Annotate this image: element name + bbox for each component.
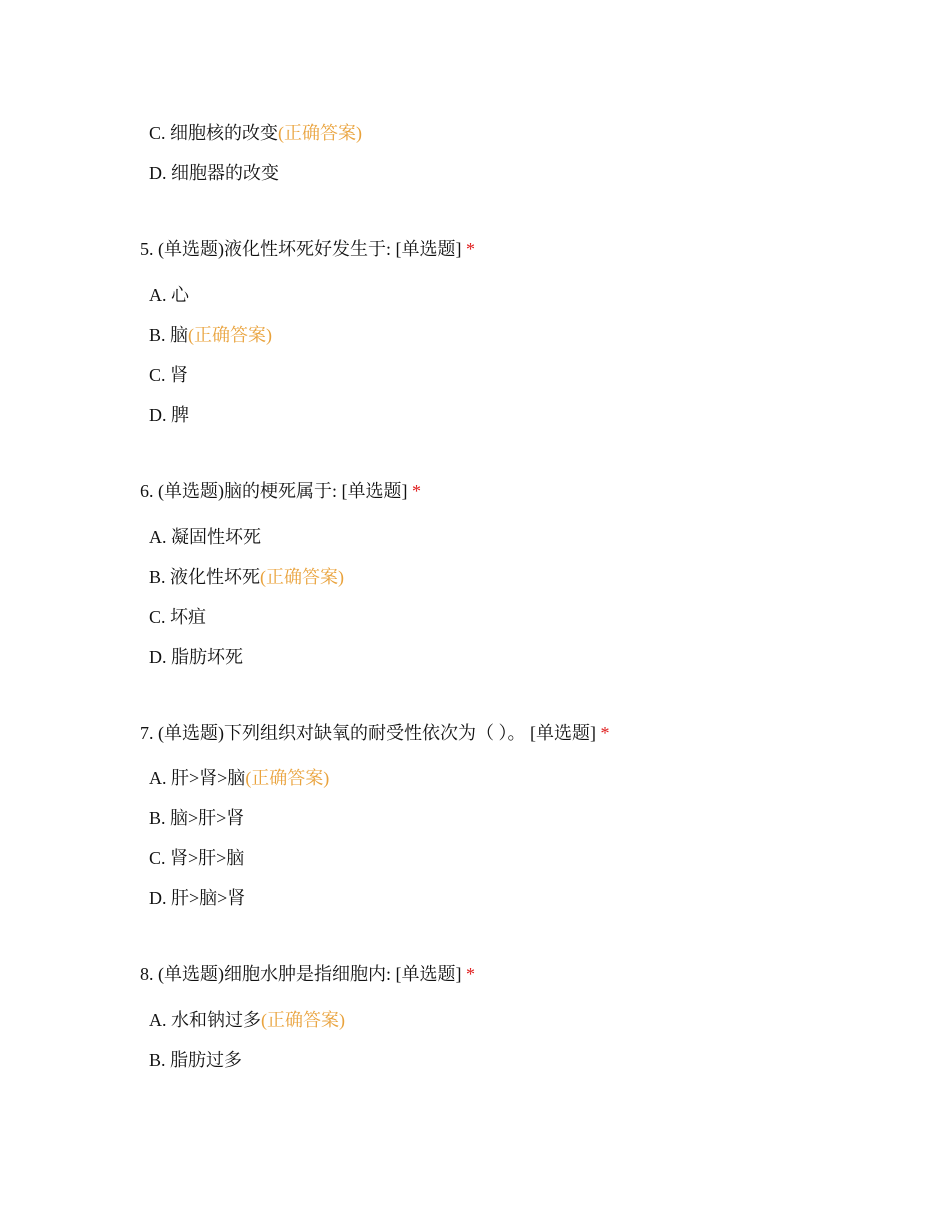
option-q7-d bbox=[149, 886, 245, 910]
correct-answer-tag: (正确答案) bbox=[188, 325, 273, 345]
option-text: B. 脑 bbox=[149, 325, 189, 345]
question-8-title bbox=[140, 962, 475, 986]
option-text: C. 肾 bbox=[149, 365, 189, 385]
option-q5-c bbox=[149, 363, 188, 387]
option-text: D. 肝>脑>肾 bbox=[149, 888, 246, 908]
option-text: D. 脂肪坏死 bbox=[149, 647, 243, 667]
option-q4-c bbox=[149, 121, 362, 145]
question-6-title bbox=[140, 479, 421, 503]
option-q7-b bbox=[149, 806, 244, 830]
option-q6-b bbox=[149, 565, 344, 589]
question-text: 6. (单选题)脑的梗死属于: [单选题] bbox=[140, 481, 408, 501]
question-7-title bbox=[140, 721, 609, 745]
option-text: A. 肝>肾>脑 bbox=[149, 768, 246, 788]
correct-answer-tag: (正确答案) bbox=[245, 768, 330, 788]
correct-answer-tag: (正确答案) bbox=[261, 1010, 345, 1030]
option-text: D. 脾 bbox=[149, 405, 189, 425]
option-text: A. 水和钠过多 bbox=[149, 1010, 261, 1030]
option-text: B. 脂肪过多 bbox=[149, 1050, 243, 1070]
option-text: C. 坏疽 bbox=[149, 607, 207, 627]
question-text: 7. (单选题)下列组织对缺氧的耐受性依次为（ ）。 [单选题] bbox=[140, 723, 596, 743]
correct-answer-tag: (正确答案) bbox=[278, 123, 363, 143]
required-star: * bbox=[411, 481, 421, 501]
option-q6-d bbox=[149, 645, 243, 669]
option-text: A. 心 bbox=[149, 285, 189, 305]
option-q8-b bbox=[149, 1048, 242, 1072]
option-q5-d bbox=[149, 403, 189, 427]
option-q5-a bbox=[149, 283, 189, 307]
option-q6-c bbox=[149, 605, 206, 629]
option-text: C. 肾>肝>脑 bbox=[149, 848, 245, 868]
question-text: 8. (单选题)细胞水肿是指细胞内: [单选题] bbox=[140, 964, 462, 984]
option-q6-a bbox=[149, 525, 261, 549]
option-text: A. 凝固性坏死 bbox=[149, 527, 261, 547]
option-text: D. 细胞器的改变 bbox=[149, 163, 279, 183]
option-q4-d bbox=[149, 161, 279, 185]
option-q5-b bbox=[149, 323, 272, 347]
required-star: * bbox=[465, 964, 475, 984]
option-text: C. 细胞核的改变 bbox=[149, 123, 279, 143]
option-text: B. 脑>肝>肾 bbox=[149, 808, 245, 828]
option-q7-c bbox=[149, 846, 244, 870]
option-text: B. 液化性坏死 bbox=[149, 567, 261, 587]
required-star: * bbox=[600, 723, 610, 743]
option-q8-a bbox=[149, 1008, 345, 1032]
required-star: * bbox=[465, 239, 475, 259]
question-text: 5. (单选题)液化性坏死好发生于: [单选题] bbox=[140, 239, 462, 259]
option-q7-a bbox=[149, 766, 329, 790]
correct-answer-tag: (正确答案) bbox=[260, 567, 345, 587]
question-5-title bbox=[140, 237, 475, 261]
